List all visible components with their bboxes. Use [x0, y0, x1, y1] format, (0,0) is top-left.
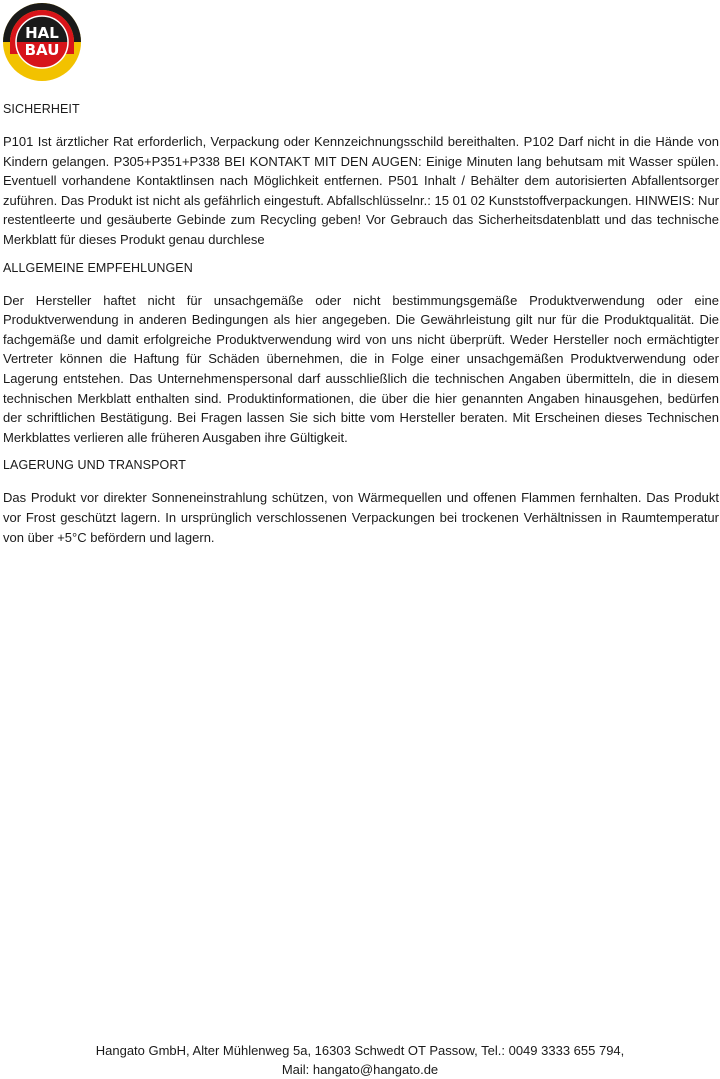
section-body: P101 Ist ärztlicher Rat erforderlich, Verpackung oder Kennzeichnungsschild bereithalten. P102 Darf nicht in die Hände von Kindern gelangen. P305+P351+P338 BEI KONTAKT MIT DEN AUGEN: Einige Minuten lang behutsam mit Wasser spülen. Eventuell vorhandene Kontaktlinsen nach Möglichkeit entfernen. P501 Inhalt / Behälter dem autorisierten Abfallentsorger zuführen. Das Produkt ist nicht als gefährlich eingestuft. Abfallschlüsselnr.: 15 01 02 Kunststoffverpackungen. HINWEIS: Nur restentleerte und gesäuberte Gebinde zum Recycling geben! Vor Gebrauch das Sicherheitsdatenblatt und das technische Merkblatt für dieses Produkt genau durchlese	[3, 134, 719, 247]
section-allgemeine-empfehlungen	[3, 259, 719, 448]
section-body: Das Produkt vor direkter Sonneneinstrahlung schützen, von Wärmequellen und offenen Flammen fernhalten. Das Produkt vor Frost geschützt lagern. In ursprünglich verschlossenen Verpackungen bei trockenen Verhältnissen in Raumtemperatur von über +5°C befördern und lagern.	[3, 490, 719, 545]
section-title: ALLGEMEINE EMPFEHLUNGEN	[3, 260, 193, 275]
page-footer	[0, 1041, 720, 1079]
section-sicherheit	[3, 100, 719, 250]
logo-text-line2: BAU	[24, 41, 60, 59]
section-lagerung-und-transport	[3, 456, 719, 547]
section-body: Der Hersteller haftet nicht für unsachgemäße oder nicht bestimmungsgemäße Produktverwendung oder eine Produktverwendung in anderen Bedingungen als hier angegeben. Die Gewährleistung gilt nur für die Produktqualität. Die fachgemäße und damit erfolgreiche Produktverwendung wird von uns nicht überprüft. Weder Hersteller noch ermächtigter Vertreter können die Haftung für Schäden übernehmen, die in Folge einer unsachgemäßen Produktverwendung oder Lagerung entstehen. Das Unternehmenspersonal darf ausschließlich die technischen Angaben übermitteln, die in diesem technischen Merkblatt enthalten sind. Produktinformationen, die über die hier genannten Angaben hinausgehen, bedürfen der schriftlichen Bestätigung. Bei Fragen lassen Sie sich bitte vom Hersteller beraten. Mit Erscheinen dieses Technischen Merkblattes verlieren alle früheren Ausgaben ihre Gültigkeit.	[3, 292, 719, 445]
footer-mail: Mail: hangato@hangato.de	[281, 1062, 439, 1077]
halbau-logo	[2, 2, 82, 82]
logo-text-line1: HAL	[25, 24, 59, 42]
document-content	[3, 100, 719, 556]
section-title: SICHERHEIT	[3, 102, 80, 116]
footer-address: Hangato GmbH, Alter Mühlenweg 5a, 16303 Schwedt OT Passow, Tel.: 0049 3333 655 794,	[95, 1043, 625, 1058]
halbau-logo-mark	[2, 2, 82, 82]
section-title: LAGERUNG UND TRANSPORT	[3, 458, 187, 473]
